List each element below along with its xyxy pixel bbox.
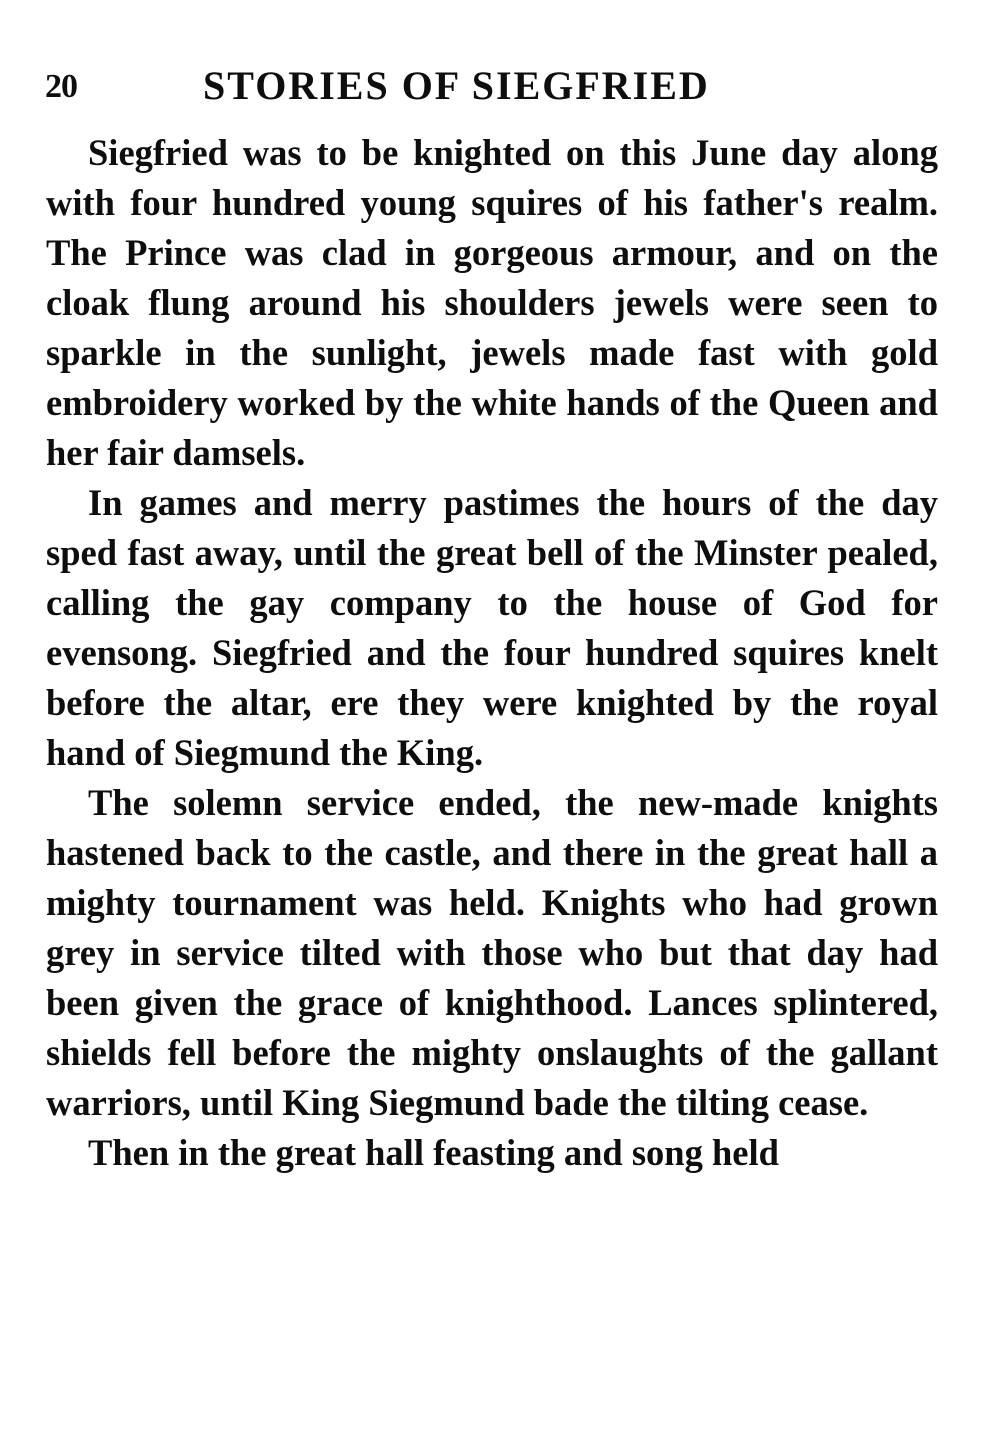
paragraph-tournament: The solemn service ended, the new-made knights hastened back to the castle, and there in the great hall a mighty tournament was held. Knights who had grown grey in service tilted with those who but that day had been given the grace of knighthood. Lances splintered, shields fell before the mighty onslaughts of the gallant warriors, until King Siegmund bade the tilting cease.	[46, 782, 938, 1123]
page-number: 20	[45, 68, 77, 105]
running-title: STORIES OF SIEGFRIED	[203, 63, 710, 108]
running-head	[45, 62, 785, 112]
paragraph-knighting-day: Siegfried was to be knighted on this June day along with four hundred young squires of his father's realm. The Prince was clad in gorgeous armour, and on the cloak flung around his shoulders jewels were seen to sparkle in the sunlight, jewels made fast with gold embroidery worked by the white hands of the Queen and her fair damsels.	[46, 132, 938, 473]
paragraph-evensong: In games and merry pastimes the hours of the day sped fast away, until the great bell of the Minster pealed, calling the gay company to the house of God for evensong. Siegfried and the four hundred squires knelt before the altar, ere they were knighted by the royal hand of Siegmund the King.	[46, 482, 938, 773]
body-text	[46, 128, 938, 1178]
paragraph-feasting: Then in the great hall feasting and song held	[88, 1132, 779, 1173]
